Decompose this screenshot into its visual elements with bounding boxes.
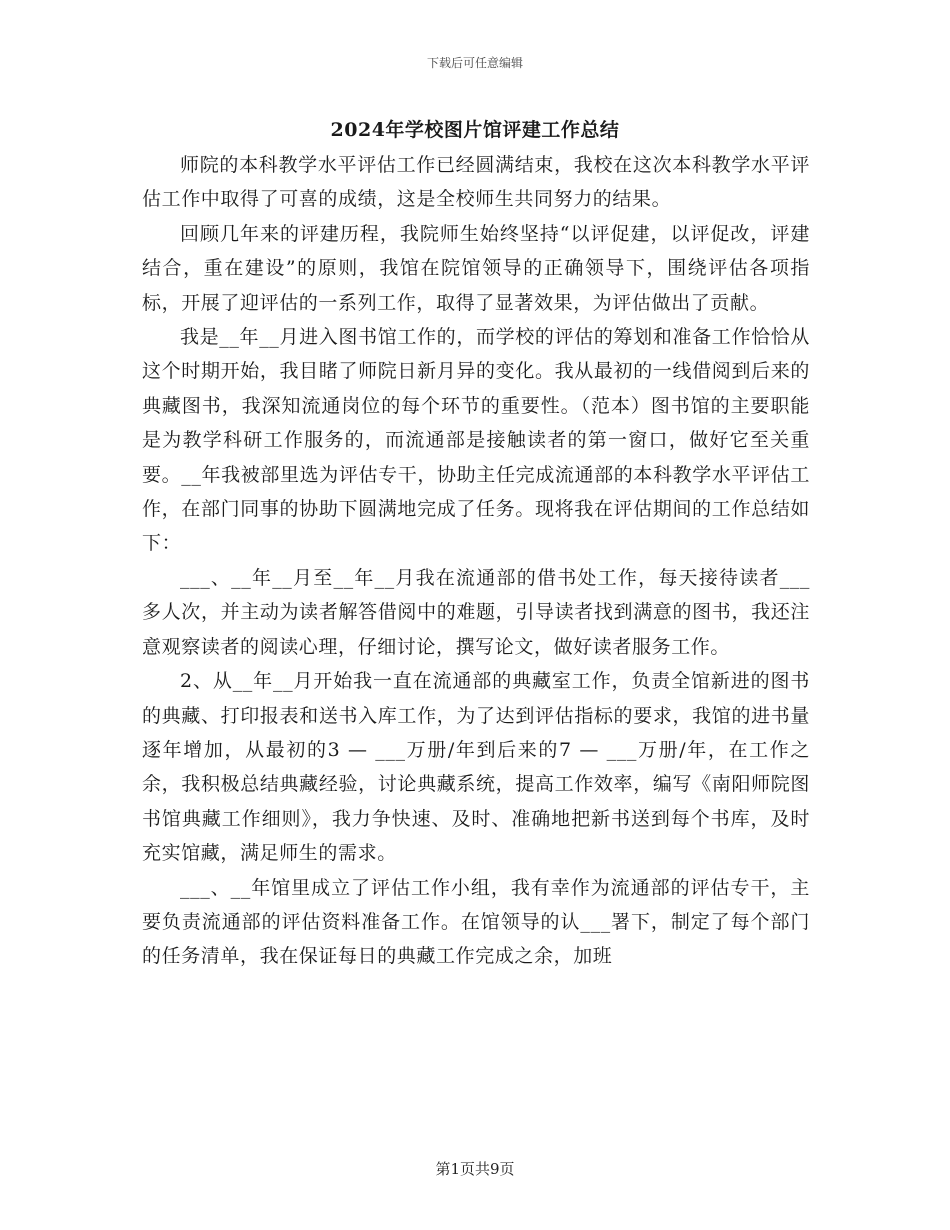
document-body — [142, 148, 810, 974]
paragraph-item-3: ___、__年馆里成立了评估工作小组，我有幸作为流通部的评估专干，主要负责流通部的评估资料准备工作。在馆领导的认___署下，制定了每个部门的任务清单，我在保证每日的典藏工作完成之余，加班 — [142, 876, 810, 968]
document-title: 2024年学校图片馆评建工作总结 — [330, 119, 620, 141]
paragraph-item-1: ___、__年__月至__年__月我在流通部的借书处工作，每天接待读者___多人次，并主动为读者解答借阅中的难题，引导读者找到满意的图书，我还注意观察读者的阅读心理，仔细讨论，撰写论文，做好读者服务工作。 — [142, 566, 810, 658]
page-number: 第1页共9页 — [435, 1160, 515, 1178]
paragraph-item-2: 2、从__年__月开始我一直在流通部的典藏室工作，负责全馆新进的图书的典藏、打印报表和送书入库工作，为了达到评估指标的要求，我馆的进书量逐年增加，从最初的3 — ___万册/年到后来的7 — ___万册/年，在工作之余，我积极总结典藏经验，讨论典藏系统，提高工作效率，编写《南阳师院图书馆典藏工作细则》，我力争快速、及时、准确地把新书送到每个书库，及时充实馆藏，满足师生的需求。 — [142, 670, 810, 865]
download-note: 下载后可任意编辑 — [426, 56, 523, 70]
paragraph-review: 回顾几年来的评建历程，我院师生始终坚持“以评促建，以评促改，评建结合，重在建设”的原则，我馆在院馆领导的正确领导下，围绕评估各项指标，开展了迎评估的一系列工作，取得了显著效果，为评估做出了贡献。 — [142, 222, 810, 314]
paragraph-intro: 师院的本科教学水平评估工作已经圆满结束，我校在这次本科教学水平评估工作中取得了可喜的成绩，这是全校师生共同努力的结果。 — [142, 154, 810, 211]
paragraph-background: 我是__年__月进入图书馆工作的，而学校的评估的筹划和准备工作恰恰从这个时期开始，我目睹了师院日新月异的变化。我从最初的一线借阅到后来的典藏图书，我深知流通岗位的每个环节的重要性。（范本）图书馆的主要职能是为教学科研工作服务的，而流通部是接触读者的第一窗口，做好它至关重要。__年我被部里选为评估专干，协助主任完成流通部的本科教学水平评估工作，在部门同事的协助下圆满地完成了任务。现将我在评估期间的工作总结如下： — [142, 326, 810, 555]
